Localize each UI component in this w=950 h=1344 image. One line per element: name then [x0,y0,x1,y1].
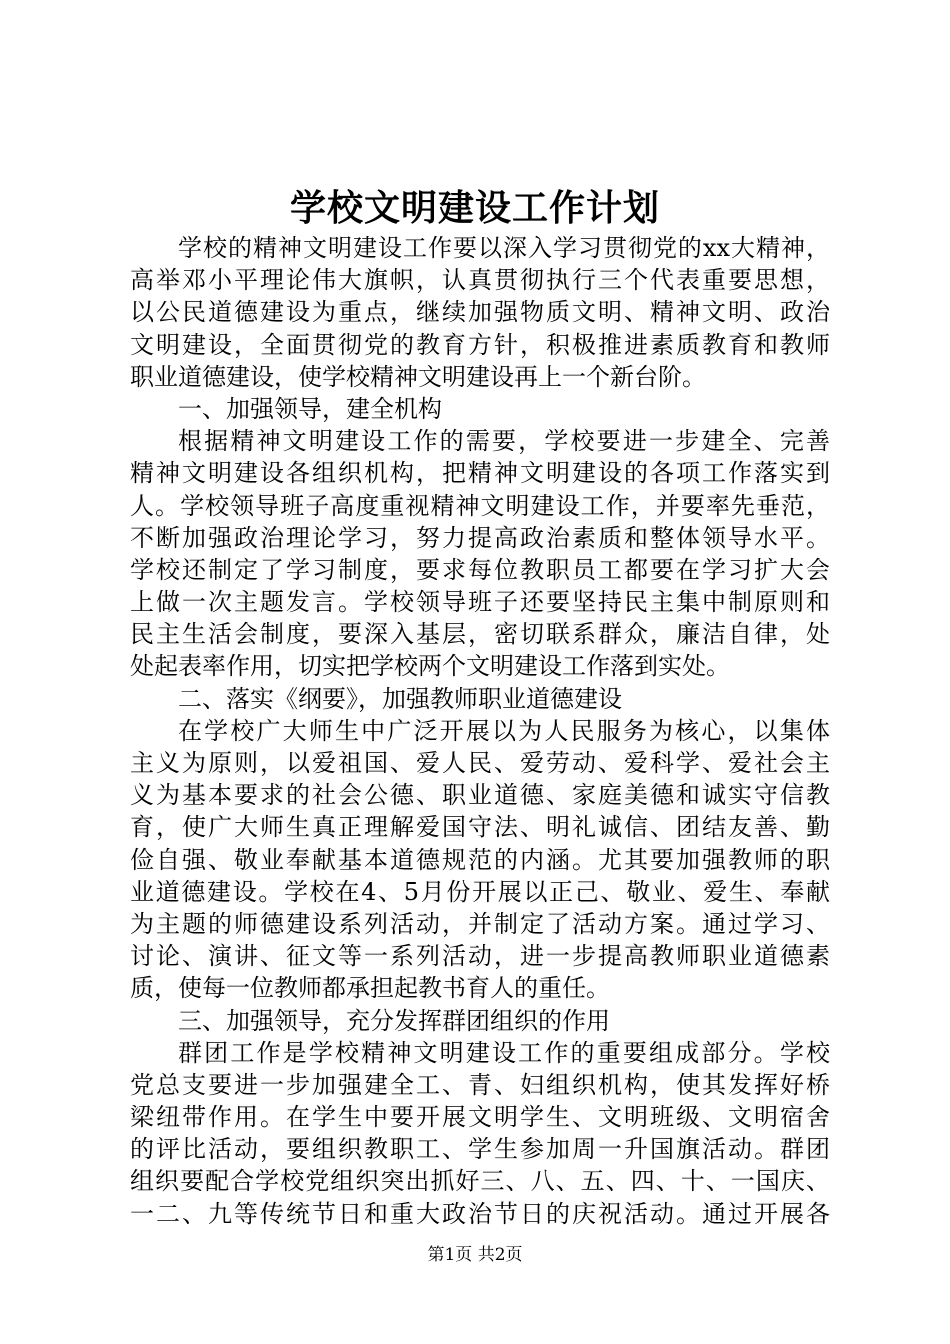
text-line: 高举邓小平理论伟大旗帜，认真贯彻执行三个代表重要思想， [130,266,830,295]
text-line: 讨论、演讲、征文等一系列活动，进一步提高教师职业道德素 [130,942,830,971]
text-line: 不断加强政治理论学习，努力提高政治素质和整体领导水平。 [130,523,830,552]
text-line: 在学校广大师生中广泛开展以为人民服务为核心，以集体 [178,716,830,745]
text-line: 文明建设，全面贯彻党的教育方针，积极推进素质教育和教师 [130,330,830,359]
text-line: 精神文明建设各组织机构，把精神文明建设的各项工作落实到 [130,459,830,488]
text-line: 业道德建设。学校在4、5月份开展以正己、敬业、爱生、奉献 [130,877,830,906]
text-line: 二、落实《纲要》，加强教师职业道德建设 [178,684,622,713]
page-number-footer: 第1页 共2页 [427,1245,523,1265]
document-title: 学校文明建设工作计划 [289,187,660,229]
text-line: 质，使每一位教师都承担起教书育人的重任。 [130,974,610,1003]
document-body [130,232,830,1230]
text-line: 三、加强领导，充分发挥群团组织的作用 [178,1006,610,1035]
text-line: 党总支要进一步加强建全工、青、妇组织机构，使其发挥好桥 [130,1070,830,1099]
text-line: 的评比活动，要组织教职工、学生参加周一升国旗活动。群团 [130,1135,830,1164]
text-line: 人。学校领导班子高度重视精神文明建设工作，并要率先垂范， [130,491,830,520]
text-line: 为主题的师德建设系列活动，并制定了活动方案。通过学习、 [130,909,830,938]
text-line: 一二、九等传统节日和重大政治节日的庆祝活动。通过开展各 [130,1199,830,1228]
text-line: 组织要配合学校党组织突出抓好三、八、五、四、十、一国庆、 [130,1167,830,1196]
text-line: 民主生活会制度，要深入基层，密切联系群众，廉洁自律，处 [130,620,830,649]
text-line: 以公民道德建设为重点，继续加强物质文明、精神文明、政治 [130,298,830,327]
text-line: 义为基本要求的社会公德、职业道德、家庭美德和诚实守信教 [130,781,830,810]
text-line: 梁纽带作用。在学生中要开展文明学生、文明班级、文明宿舍 [130,1103,830,1132]
text-line: 育，使广大师生真正理解爱国守法、明礼诚信、团结友善、勤 [130,813,830,842]
text-line: 俭自强、敬业奉献基本道德规范的内涵。尤其要加强教师的职 [130,845,830,874]
text-line: 学校还制定了学习制度，要求每位教职员工都要在学习扩大会 [130,555,830,584]
text-line: 上做一次主题发言。学校领导班子还要坚持民主集中制原则和 [130,588,830,617]
text-line: 处起表率作用，切实把学校两个文明建设工作落到实处。 [130,652,730,681]
text-line: 一、加强领导，建全机构 [178,394,442,423]
text-line: 职业道德建设，使学校精神文明建设再上一个新台阶。 [130,362,706,391]
text-line: 群团工作是学校精神文明建设工作的重要组成部分。学校 [178,1038,830,1067]
text-line: 主义为原则，以爱祖国、爱人民、爱劳动、爱科学、爱社会主 [130,749,830,777]
text-line: 根据精神文明建设工作的需要，学校要进一步建全、完善 [178,427,830,456]
text-line: 学校的精神文明建设工作要以深入学习贯彻党的xx大精神， [178,234,830,262]
